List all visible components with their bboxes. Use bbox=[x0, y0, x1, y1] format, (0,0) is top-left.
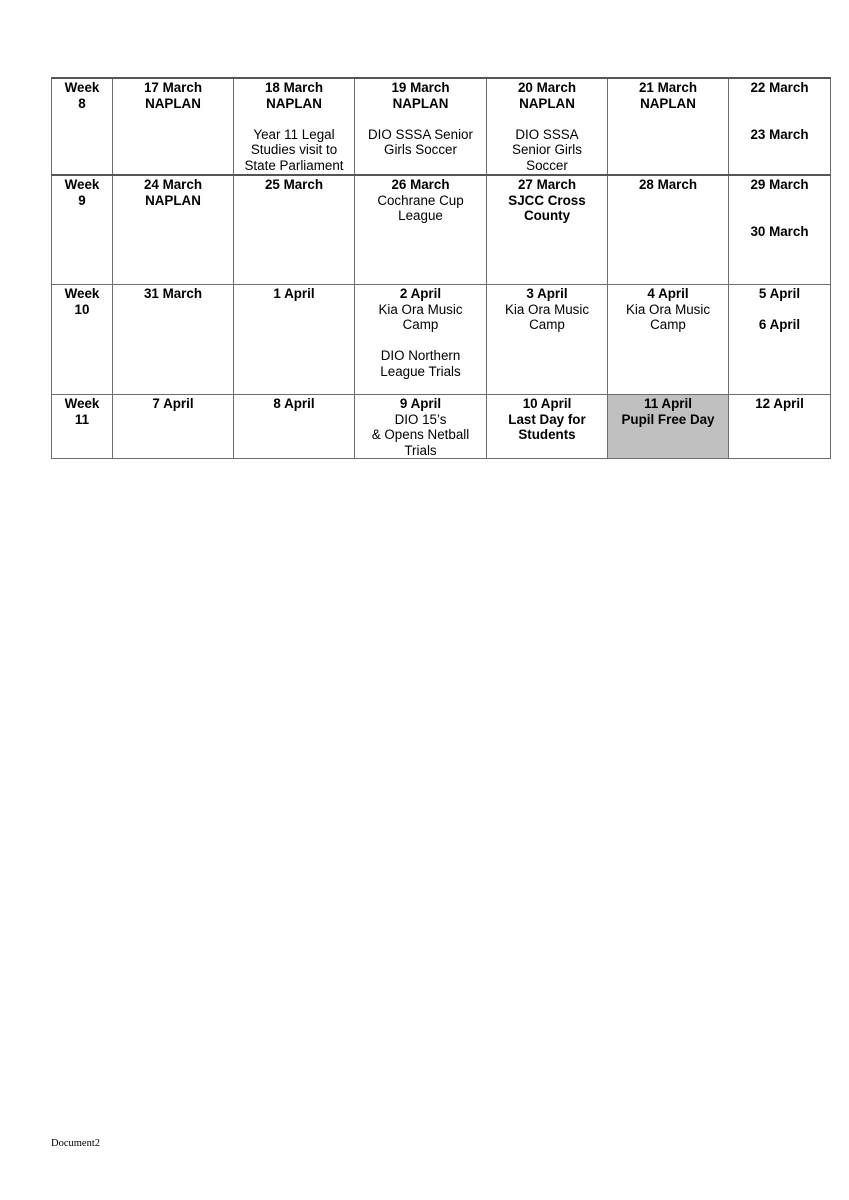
weekend-cell: 12 April bbox=[729, 395, 831, 459]
day-cell: 2 April Kia Ora Music Camp DIO Northern League Trials bbox=[355, 285, 487, 395]
week-label-cell: Week 9 bbox=[52, 175, 113, 285]
day-cell: 31 March bbox=[113, 285, 234, 395]
week-row bbox=[52, 78, 831, 175]
week-row bbox=[52, 285, 831, 395]
day-cell: 20 March NAPLAN DIO SSSA Senior Girls Soccer bbox=[487, 78, 608, 175]
day-cell: 3 April Kia Ora Music Camp bbox=[487, 285, 608, 395]
weekend-cell: 29 March 30 March bbox=[729, 175, 831, 285]
day-cell: 18 March NAPLAN Year 11 Legal Studies visit to State Parliament bbox=[234, 78, 355, 175]
day-cell: 4 April Kia Ora Music Camp bbox=[608, 285, 729, 395]
weekend-cell: 22 March 23 March bbox=[729, 78, 831, 175]
term-calendar-table bbox=[51, 77, 831, 459]
calendar-body bbox=[52, 78, 831, 459]
week-label-cell: Week 11 bbox=[52, 395, 113, 459]
document-footer: Document2 bbox=[51, 1138, 100, 1149]
week-row bbox=[52, 175, 831, 285]
pupil-free-day-cell: 11 April Pupil Free Day bbox=[608, 395, 729, 459]
week-label-cell: Week 8 bbox=[52, 78, 113, 175]
day-cell: 7 April bbox=[113, 395, 234, 459]
day-cell: 28 March bbox=[608, 175, 729, 285]
day-cell: 17 March NAPLAN bbox=[113, 78, 234, 175]
day-cell: 19 March NAPLAN DIO SSSA Senior Girls Soccer bbox=[355, 78, 487, 175]
day-cell: 26 March Cochrane Cup League bbox=[355, 175, 487, 285]
day-cell: 24 March NAPLAN bbox=[113, 175, 234, 285]
day-cell: 8 April bbox=[234, 395, 355, 459]
day-cell: 27 March SJCC Cross County bbox=[487, 175, 608, 285]
day-cell: 25 March bbox=[234, 175, 355, 285]
weekend-cell: 5 April 6 April bbox=[729, 285, 831, 395]
day-cell: 9 April DIO 15’s & Opens Netball Trials bbox=[355, 395, 487, 459]
week-row bbox=[52, 395, 831, 459]
day-cell: 1 April bbox=[234, 285, 355, 395]
day-cell: 21 March NAPLAN bbox=[608, 78, 729, 175]
day-cell: 10 April Last Day for Students bbox=[487, 395, 608, 459]
week-label-cell: Week 10 bbox=[52, 285, 113, 395]
